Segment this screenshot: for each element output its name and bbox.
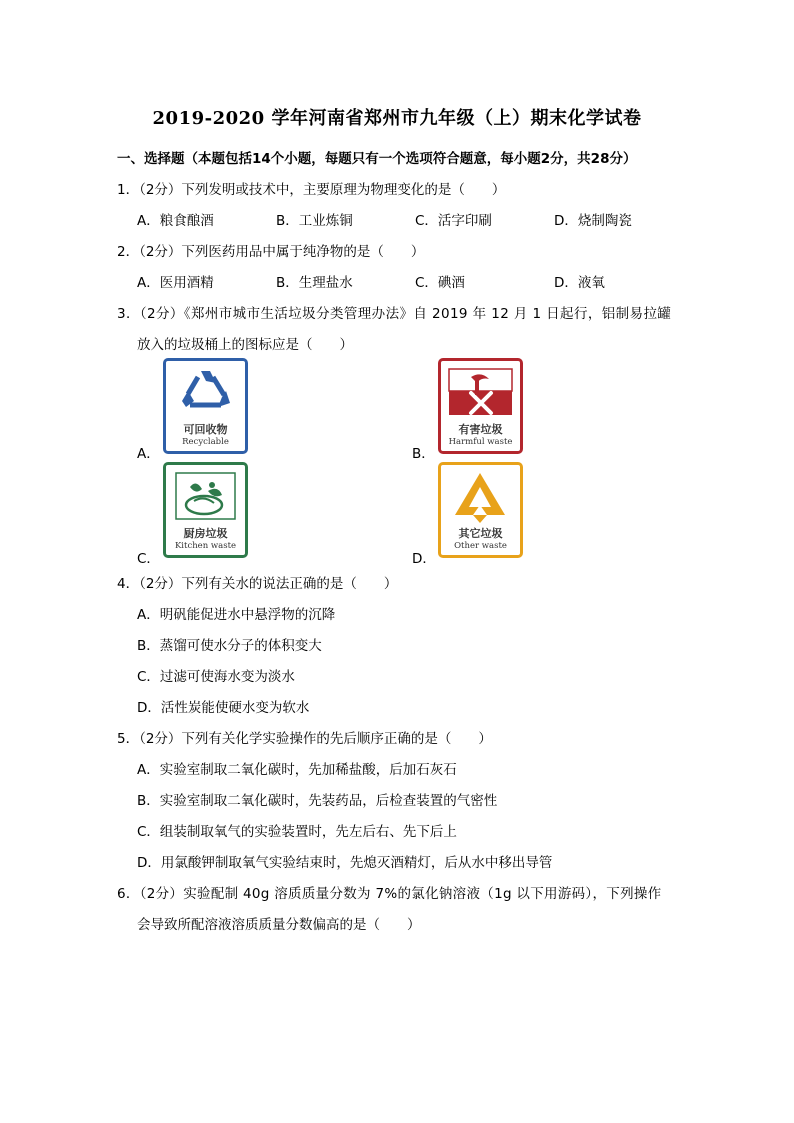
question-1-options xyxy=(137,209,693,229)
recyclable-sign-label: 可回收物 xyxy=(183,423,228,436)
question-4-stem: 4．（2分）下列有关水的说法正确的是（ ） xyxy=(117,576,398,592)
kitchen-waste-sign xyxy=(163,462,248,558)
question-5-option-c: C．组装制取氧气的实验装置时，先左后右、先下后上 xyxy=(137,824,457,840)
question-3-stem: 3．（2分）《郑州市城市生活垃圾分类管理办法》自 2019 年 12 月 1 日起行，铝制易拉罐 xyxy=(117,306,672,322)
question-5-option-b: B．实验室制取二氧化碳时，先装药品，后检查装置的气密性 xyxy=(137,793,498,809)
question-4-option-d: D．活性炭能使硬水变为软水 xyxy=(137,700,310,716)
question-1-option-b: B．工业炼铜 xyxy=(276,213,353,229)
question-2-options xyxy=(137,271,693,291)
question-5-option-d: D．用氯酸钾制取氧气实验结束时，先熄灭酒精灯，后从水中移出导管 xyxy=(137,855,553,871)
kitchen-waste-sign-english: Kitchen waste xyxy=(174,541,237,551)
question-6-stem: 6．（2分）实验配制 40g 溶质质量分数为 7%的氯化钠溶液（1g 以下用游码），下列操作 xyxy=(117,886,662,902)
other-waste-sign-label: 其它垃圾 xyxy=(458,527,503,540)
question-1-option-c: C．活字印刷 xyxy=(415,213,492,229)
question-3-option-d: D． xyxy=(412,551,436,567)
question-2-stem: 2．（2分）下列医药用品中属于纯净物的是（ ） xyxy=(117,244,425,260)
question-3-option-a: A． xyxy=(137,446,160,462)
question-1-option-a: A．粮食酿酒 xyxy=(137,213,214,229)
question-3-option-c: C． xyxy=(137,551,160,567)
question-2-option-a: A．医用酒精 xyxy=(137,275,214,291)
question-2-option-b: B．生理盐水 xyxy=(276,275,353,291)
other-waste-sign-english: Other waste xyxy=(454,541,507,551)
section-heading: 一、选择题（本题包括14个小题，每题只有一个选项符合题意，每小题2分，共28分） xyxy=(117,151,637,167)
question-3-stem-cont: 放入的垃圾桶上的图标应是（ ） xyxy=(137,337,353,353)
question-2-option-c: C．碘酒 xyxy=(415,275,465,291)
question-1-stem: 1．（2分）下列发明或技术中，主要原理为物理变化的是（ ） xyxy=(117,182,506,198)
question-4-option-b: B．蒸馏可使水分子的体积变大 xyxy=(137,638,322,654)
question-4-option-c: C．过滤可使海水变为淡水 xyxy=(137,669,295,685)
question-6-stem-cont: 会导致所配溶液溶质质量分数偏高的是（ ） xyxy=(137,917,421,933)
recyclable-sign xyxy=(163,358,248,454)
question-2-option-d: D．液氧 xyxy=(554,275,605,291)
recyclable-sign-english: Recyclable xyxy=(182,437,229,447)
question-3-option-b: B． xyxy=(412,446,435,462)
kitchen-waste-sign-label: 厨房垃圾 xyxy=(183,527,228,540)
harmful-waste-sign xyxy=(438,358,523,454)
question-5-option-a: A．实验室制取二氧化碳时，先加稀盐酸，后加石灰石 xyxy=(137,762,457,778)
question-1-option-d: D．烧制陶瓷 xyxy=(554,213,632,229)
harmful-waste-sign-label: 有害垃圾 xyxy=(458,423,503,436)
harmful-waste-sign-english: Harmful waste xyxy=(448,437,513,447)
page-title: 2019-2020 学年河南省郑州市九年级（上）期末化学试卷 xyxy=(152,108,642,129)
question-4-option-a: A．明矾能促进水中悬浮物的沉降 xyxy=(137,607,336,623)
question-5-stem: 5．（2分）下列有关化学实验操作的先后顺序正确的是（ ） xyxy=(117,731,492,747)
other-waste-sign xyxy=(438,462,523,558)
